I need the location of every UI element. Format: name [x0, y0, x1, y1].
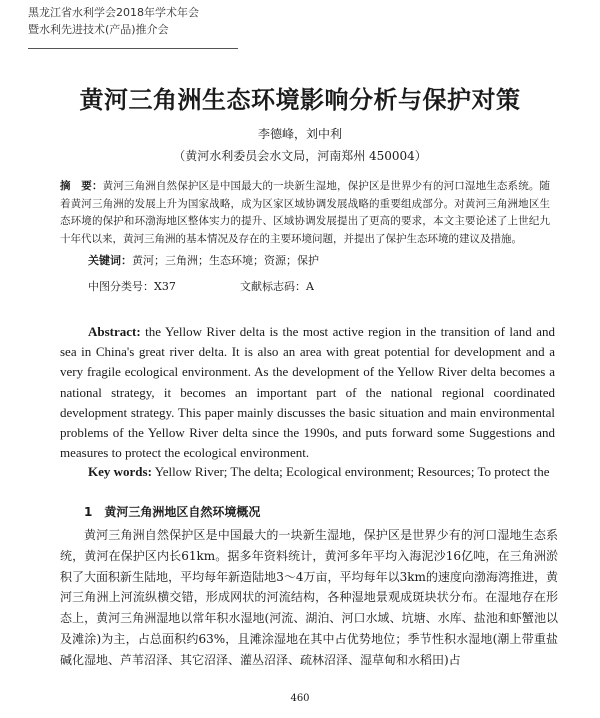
- paper-authors: 李德峰，刘中利: [257, 127, 342, 141]
- abstract-en: [60, 322, 555, 463]
- abstract-en-label: Abstract:: [88, 324, 141, 339]
- keywords-en: [88, 464, 549, 480]
- page-number: 460: [290, 693, 310, 704]
- running-header-line-1: 黑龙江省水利学会2018年学术年会: [28, 6, 199, 19]
- abstract-cn: [60, 178, 550, 248]
- abstract-cn-label: 摘 要：: [60, 180, 103, 192]
- running-header-line-2: 暨水利先进技术(产品)推介会: [28, 23, 169, 36]
- document-code: 文献标志码：A: [240, 280, 314, 293]
- abstract-cn-text: 黄河三角洲自然保护区是中国最大的一块新生湿地，保护区是世界少有的河口湿地生态系统。随着黄河三角洲的发展上升为国家战略，成为区家区域协调发展战略的重要组成部分。对黄河三角洲地区生态环境的保护和环渤海地区整体实力的提升、区域协调发展提出了更高的要求，本文主要论述了上世纪九十年代以来，黄河三角洲的基本情况及存在的主要环境问题，并提出了保护生态环境的建议及措施。: [60, 180, 551, 245]
- section-1-heading: 1 黄河三角洲地区自然环境概况: [84, 505, 261, 519]
- classification-line: [88, 278, 314, 294]
- keywords-cn-text: 黄河；三角洲；生态环境；资源；保护: [132, 254, 319, 267]
- header-rule: [28, 48, 238, 49]
- paper-affiliation: （黄河水利委员会水文局，河南郑州 450004）: [173, 149, 427, 163]
- paper-title: 黄河三角洲生态环境影响分析与保护对策: [79, 86, 521, 114]
- keywords-en-label: Key words:: [88, 464, 152, 479]
- abstract-en-text: the Yellow River delta is the most active region in the transition of land and sea in China's great river delta. It is also an area with great potential for development and a very fragile ecological environment. As the development of the Yellow River delta becomes a national strategy, it becomes an important part of the national regional coordinated development strategy. This paper mainly discusses the basic situation and main environmental problems of the Yellow River delta since the 1990s, and puts forward some Suggestions and measures to protect the ecological environment.: [60, 324, 555, 461]
- section-1-paragraph: 黄河三角洲自然保护区是中国最大的一块新生湿地，保护区是世界少有的河口湿地生态系统，黄河在保护区内长61km。据多年资料统计，黄河多年平均入海泥沙16亿吨，在三角洲淤积了大面积新生陆地，平均每年新造陆地3～4万亩，平均每年以3km的速度向渤海湾推进，黄河三角洲上河流纵横交错，形成网状的河流结构，各种湿地景观成斑块状分布。在湿地存在形态上，黄河三角洲湿地以常年积水湿地(河流、湖泊、河口水域、坑塘、水库、盐池和虾蟹池以及滩涂)为主，占总面积约63%，且滩涂湿地在其中占优势地位；季节性积水湿地(潮上带重盐碱化湿地、芦苇沼泽、其它沼泽、灌丛沼泽、疏林沼泽、湿草甸和水稻田)占: [60, 528, 558, 667]
- keywords-en-text: Yellow River; The delta; Ecological environment; Resources; To protect the: [154, 464, 550, 479]
- keywords-cn-label: 关键词：: [88, 254, 132, 267]
- keywords-cn: [88, 252, 319, 268]
- clc-number: 中图分类号：X37: [88, 280, 176, 293]
